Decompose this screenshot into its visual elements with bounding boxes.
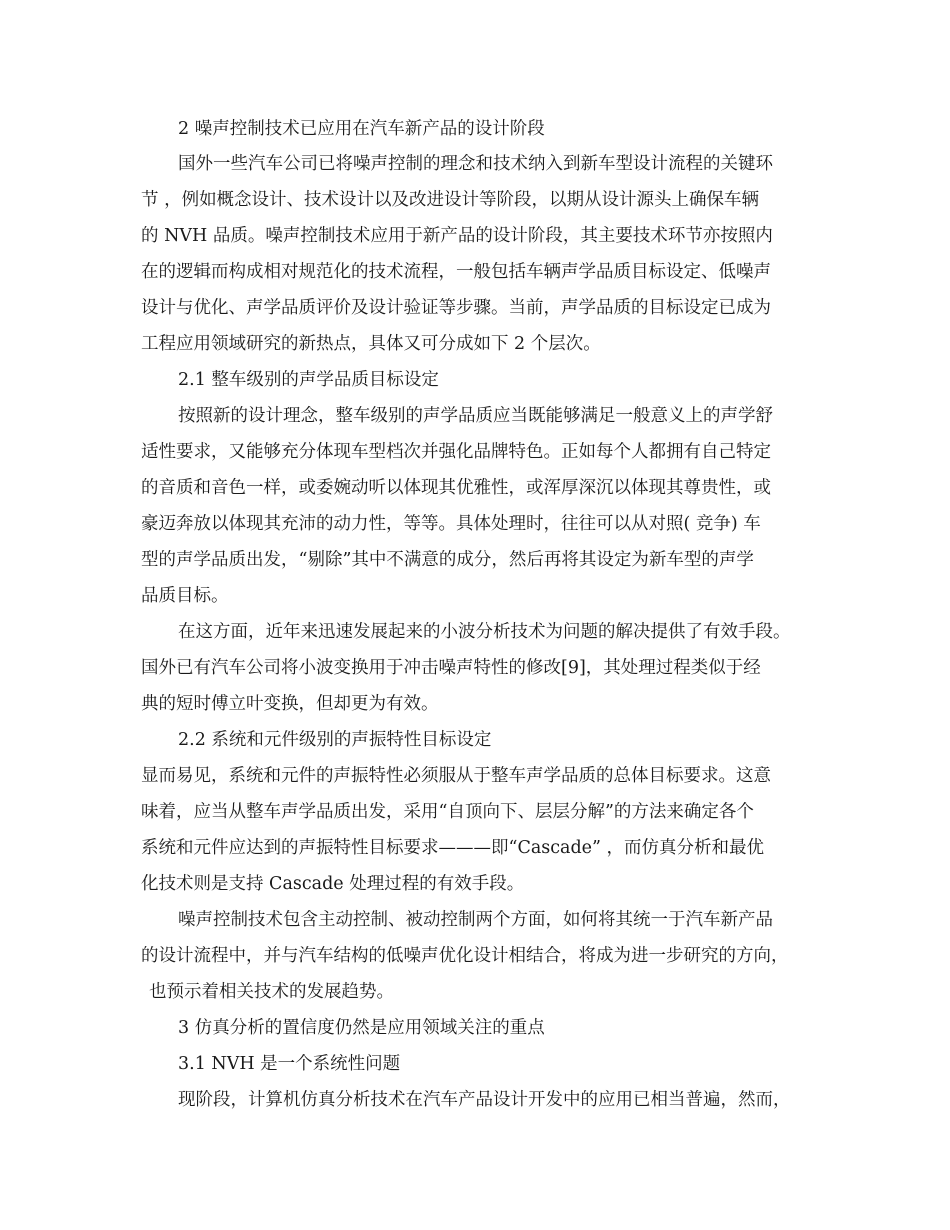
paragraph-line: 的 NVH 品质。噪声控制技术应用于新产品的设计阶段，其主要技术环节亦按照内 <box>141 226 773 246</box>
paragraph-line: 的设计流程中，并与汽车结构的低噪声优化设计相结合，将成为进一步研究的方向， <box>141 946 789 966</box>
paragraph-line: 典的短时傅立叶变换，但却更为有效。 <box>141 694 439 714</box>
paragraph-line: 豪迈奔放以体现其充沛的动力性，等等。具体处理时，往往可以从对照( 竞争) 车 <box>141 514 761 534</box>
paragraph-line: 现阶段，计算机仿真分析技术在汽车产品设计开发中的应用已相当普遍，然而， <box>178 1090 791 1110</box>
paragraph-line: 化技术则是支持 Cascade 处理过程的有效手段。 <box>141 874 525 894</box>
paragraph-line: 在这方面，近年来迅速发展起来的小波分析技术为问题的解决提供了有效手段。 <box>178 622 791 642</box>
paragraph-line: 国外已有汽车公司将小波变换用于冲击噪声特性的修改[9]，其处理过程类似于经 <box>141 658 761 678</box>
paragraph-line: 适性要求，又能够充分体现车型档次并强化品牌特色。正如每个人都拥有自己特定 <box>141 442 771 462</box>
paragraph-line: 工程应用领域研究的新热点，具体又可分成如下 2 个层次。 <box>141 334 601 354</box>
heading-3-1: 3.1 NVH 是一个系统性问题 <box>178 1054 401 1074</box>
paragraph-line: 味着，应当从整车声学品质出发，采用“自顶向下、层层分解”的方法来确定各个 <box>141 802 754 822</box>
heading-3: 3 仿真分析的置信度仍然是应用领域关注的重点 <box>178 1018 545 1038</box>
paragraph-line: 噪声控制技术包含主动控制、被动控制两个方面，如何将其统一于汽车新产品 <box>178 910 773 930</box>
paragraph-line: 节 ，例如概念设计、技术设计以及改进设计等阶段，以期从设计源头上确保车辆 <box>141 190 760 210</box>
paragraph-line: 设计与优化、声学品质评价及设计验证等步骤。当前，声学品质的目标设定已成为 <box>141 298 771 318</box>
paragraph-line: 的音质和音色一样，或委婉动听以体现其优雅性，或浑厚深沉以体现其尊贵性，或 <box>141 478 771 498</box>
paragraph-line: 在的逻辑而构成相对规范化的技术流程，一般包括车辆声学品质目标设定、低噪声 <box>141 262 771 282</box>
paragraph-line: 型的声学品质出发，“剔除”其中不满意的成分，然后再将其设定为新车型的声学 <box>141 550 754 570</box>
paragraph-line: 品质目标。 <box>141 586 229 606</box>
heading-2-1: 2.1 整车级别的声学品质目标设定 <box>178 370 439 390</box>
paragraph-line: 显而易见，系统和元件的声振特性必须服从于整车声学品质的总体目标要求。这意 <box>141 766 771 786</box>
paragraph-line: 也预示着相关技术的发展趋势。 <box>149 982 394 1002</box>
paragraph-line: 国外一些汽车公司已将噪声控制的理念和技术纳入到新车型设计流程的关键环 <box>178 154 773 174</box>
heading-2: 2 噪声控制技术已应用在汽车新产品的设计阶段 <box>178 119 545 139</box>
paragraph-line: 按照新的设计理念，整车级别的声学品质应当既能够满足一般意义上的声学舒 <box>178 406 773 426</box>
heading-2-2: 2.2 系统和元件级别的声振特性目标设定 <box>178 730 492 750</box>
paragraph-line: 系统和元件应达到的声振特性目标要求———即“Cascade” ，而仿真分析和最优 <box>141 838 765 858</box>
